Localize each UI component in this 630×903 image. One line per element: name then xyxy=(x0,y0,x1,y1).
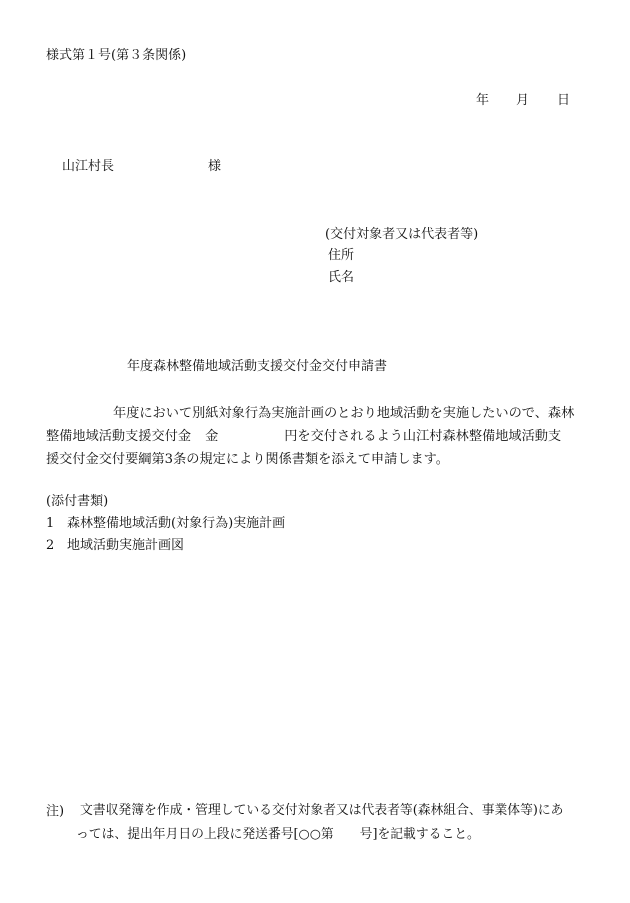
body-line-1: 年度において別紙対象行為実施計画のとおり地域活動を実施したいので、森林 xyxy=(113,406,575,421)
day-label: 日 xyxy=(557,93,571,108)
attachment-item: 2 地域活動実施計画図 xyxy=(46,538,185,553)
addressee-honorific: 様 xyxy=(208,159,222,174)
body-line-3: 援交付金交付要綱第3条の規定により関係書類を添えて申請します。 xyxy=(46,452,449,467)
attachments-heading: (添付書類) xyxy=(46,494,109,509)
name-label: 氏名 xyxy=(328,270,355,285)
month-label: 月 xyxy=(516,93,530,108)
note-line-1: 文書収発簿を作成・管理している交付対象者又は代表者等(森林組合、事業体等)にあ xyxy=(80,803,564,818)
year-label: 年 xyxy=(476,93,490,108)
applicant-heading: (交付対象者又は代表者等) xyxy=(325,227,479,242)
addressee-name: 山江村長 xyxy=(62,159,115,174)
attachment-item: 1 森林整備地域活動(対象行為)実施計画 xyxy=(46,516,286,531)
note-line-2: っては、提出年月日の上段に発送番号[○○第 号]を記載すること。 xyxy=(76,827,480,842)
note-label: 注) xyxy=(46,804,65,819)
document-title: 年度森林整備地域活動支援交付金交付申請書 xyxy=(127,359,388,374)
form-number: 様式第１号(第３条関係) xyxy=(46,48,187,63)
body-line-2: 整備地域活動支援交付金 金 円を交付されるよう山江村森林整備地域活動支 xyxy=(46,429,562,444)
address-label: 住所 xyxy=(328,248,355,263)
